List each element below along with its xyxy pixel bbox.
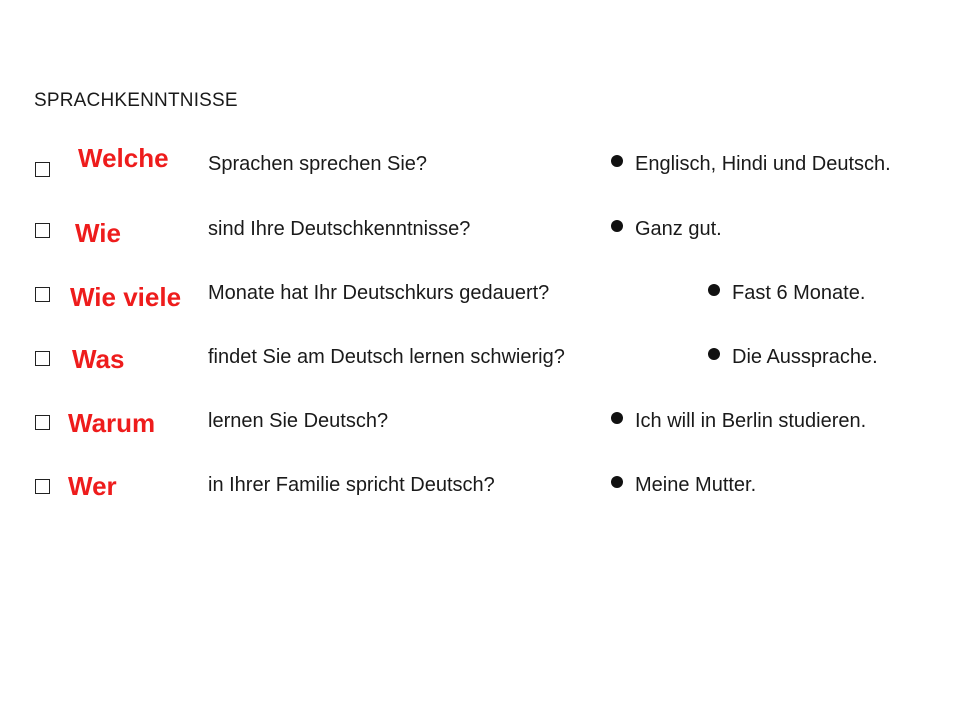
answer-text: Ganz gut. (635, 218, 722, 240)
checkbox-icon[interactable] (35, 287, 50, 302)
question-text: in Ihrer Familie spricht Deutsch? (208, 474, 495, 496)
checkbox-icon[interactable] (35, 415, 50, 430)
bullet-icon (611, 476, 623, 488)
bullet-icon (611, 412, 623, 424)
bullet-icon (708, 284, 720, 296)
bullet-icon (611, 220, 623, 232)
question-row-warum (0, 404, 960, 444)
question-row-wie (0, 212, 960, 252)
checkbox-icon[interactable] (35, 351, 50, 366)
question-word: Wie (75, 218, 121, 248)
question-row-wie-viele (0, 276, 960, 316)
answer-text: Ich will in Berlin studieren. (635, 410, 867, 432)
question-row-was (0, 340, 960, 380)
question-word: Warum (68, 408, 156, 438)
question-row-welche (0, 145, 960, 185)
question-word: Welche (78, 143, 169, 173)
answer-text: Fast 6 Monate. (732, 282, 866, 304)
question-word: Wer (68, 471, 117, 501)
question-text: Monate hat Ihr Deutschkurs gedauert? (208, 282, 550, 304)
page-title: SPRACHKENNTNISSE (34, 90, 238, 111)
question-word: Was (72, 344, 125, 374)
checkbox-icon[interactable] (35, 223, 50, 238)
question-text: findet Sie am Deutsch lernen schwierig? (208, 346, 565, 368)
question-text: lernen Sie Deutsch? (208, 410, 389, 432)
answer-text: Die Aussprache. (732, 346, 878, 368)
checkbox-icon[interactable] (35, 162, 50, 177)
question-row-wer (0, 468, 960, 508)
bullet-icon (708, 348, 720, 360)
bullet-icon (611, 155, 623, 167)
question-word: Wie viele (70, 282, 182, 312)
answer-text: Englisch, Hindi und Deutsch. (635, 153, 891, 175)
question-text: Sprachen sprechen Sie? (208, 153, 428, 175)
question-text: sind Ihre Deutschkenntnisse? (208, 218, 471, 240)
checkbox-icon[interactable] (35, 479, 50, 494)
answer-text: Meine Mutter. (635, 474, 757, 496)
